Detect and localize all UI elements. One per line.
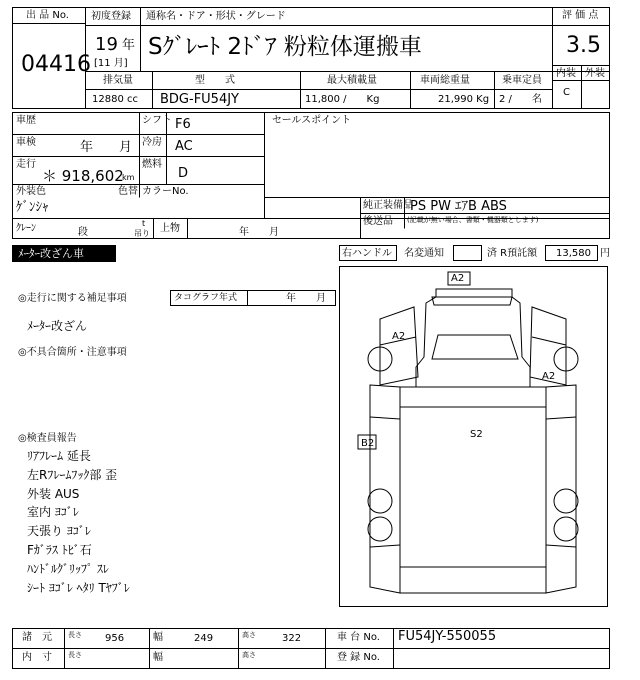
width-value: 249 (194, 633, 214, 644)
color-no-label: カラーNo. (142, 186, 189, 197)
model-code: BDG-FU54JY (160, 92, 240, 107)
width-label: 幅 (153, 632, 163, 643)
max-load: 11,800 / Kg (305, 94, 380, 105)
length-value: 956 (105, 633, 125, 644)
equipment-label: 純正装備品 (363, 200, 413, 211)
displacement-label: 排気量 (103, 75, 133, 86)
first-reg-month: [11 月] (94, 58, 128, 69)
name-change-label: 名変通知 (404, 248, 444, 259)
height-label: 高さ (242, 631, 256, 639)
dims-label: 諸 元 (22, 632, 52, 643)
fuel-value: D (178, 166, 189, 181)
windshield (432, 335, 518, 359)
model-desc: Sｸﾞﾚｰﾄ 2ﾄﾞｱ 粉粒体運搬車 (148, 34, 422, 60)
inspector-item: 天張り ﾖｺﾞﾚ (27, 524, 91, 539)
shift-label: シフト (142, 115, 172, 126)
ac-label: 冷房 (142, 137, 162, 148)
inspector-item: 左Rﾌﾚｰﾑﾌｯｸ部 歪 (27, 467, 118, 482)
sales-point-label: セールスポイント (272, 115, 352, 126)
inner-dims-label: 内 寸 (22, 652, 52, 663)
cab-side-left (380, 307, 418, 385)
cab-roof (432, 297, 512, 305)
inspection-label: 車検 (16, 137, 36, 148)
inspector-item: Fｶﾞﾗｽ ﾄﾋﾞ石 (27, 542, 92, 557)
crane-steps: 段 (78, 227, 88, 238)
wheel-rear-right-2 (554, 517, 578, 541)
inspector-item: ｼｰﾄ ﾖｺﾞﾚ ﾍﾀﾘ Tﾔﾌﾞﾚ (27, 580, 130, 595)
upper-label: 上物 (160, 223, 180, 234)
gross-weight-label: 車両総重量 (420, 75, 470, 86)
equipment-value: PS PW ｴｱB ABS (410, 199, 507, 214)
body-outline (400, 387, 546, 593)
chassis-label: 車 台 No. (337, 632, 380, 643)
mileage-unit: km (122, 173, 135, 182)
yen-unit: 円 (600, 248, 610, 259)
damage-mark-a2-top: A2 (451, 273, 465, 284)
color-code-label: 色替 (118, 186, 138, 197)
color-value: ｹﾞﾝｼｬ (16, 200, 49, 215)
body-side-right (546, 385, 576, 593)
mileage-value: ＊ 918,602 (42, 167, 124, 185)
damage-mark-s2: S2 (470, 429, 483, 440)
history-label: 車歴 (16, 115, 36, 126)
aftermarket-note: (記載が無い場合、書類・機器類とします) (407, 216, 539, 224)
steering-label: 右ハンドル (342, 248, 392, 259)
year-unit: 年 (122, 38, 136, 53)
tacho-label: タコグラフ年式 (174, 293, 238, 303)
grade-score: 3.5 (566, 33, 601, 58)
crane-lift: 吊り (134, 229, 150, 238)
wheel-rear-left-2 (368, 517, 392, 541)
capacity-label: 乗車定員 (502, 75, 542, 86)
upper-date: 年 月 (239, 227, 279, 238)
model-desc-label: 通称名・ドア・形状・グレード (146, 11, 286, 22)
inspector-item: 外装 AUS (27, 486, 80, 501)
color-label: 外装色 (16, 186, 46, 197)
inner-height-label: 高さ (242, 651, 256, 659)
inspector-list (27, 447, 130, 597)
supplement-text: ﾒｰﾀｰ改ざん (27, 319, 88, 333)
defects-title: ◎不具合箇所・注意事項 (18, 347, 127, 358)
height-value: 322 (282, 633, 302, 644)
interior-label: 内装 (556, 68, 576, 79)
inspection-value: 年 月 (80, 140, 133, 155)
lot-no: 04416 (21, 52, 91, 77)
recycle-label: 済 R預託額 (487, 248, 538, 259)
damage-mark-b2: B2 (361, 438, 375, 449)
inner-width-label: 幅 (153, 652, 163, 663)
wheel-rear-right-1 (554, 489, 578, 513)
interior-score: C (563, 87, 570, 98)
first-reg-year: 19 (95, 34, 118, 55)
first-reg-label: 初度登録 (91, 11, 131, 22)
supplement-title: ◎走行に関する補足事項 (18, 293, 127, 304)
crane-label: ｸﾚｰﾝ (16, 223, 36, 234)
grade-label: 評 価 点 (562, 10, 599, 21)
chassis-value: FU54JY-550055 (398, 629, 497, 644)
exterior-label: 外装 (585, 68, 605, 79)
mileage-label: 走行 (16, 159, 36, 170)
aftermarket-label: 後送品 (363, 216, 393, 227)
inspector-item: 室内 ﾖｺﾞﾚ (27, 505, 79, 520)
capacity: 2 / 名 (499, 94, 542, 105)
tamper-badge: ﾒｰﾀｰ改ざん車 (12, 245, 116, 262)
ac-value: AC (175, 139, 193, 154)
model-code-label: 型 式 (195, 75, 235, 86)
reg-label: 登 録 No. (337, 652, 380, 663)
inspector-title: ◎検査員報告 (18, 433, 77, 444)
body-side-left (370, 385, 400, 593)
inner-length-label: 長さ (68, 651, 82, 659)
crane-ton: t (142, 219, 146, 228)
gross-weight: 21,990 Kg (438, 94, 490, 105)
shift-value: F6 (175, 117, 191, 132)
cab-outline (416, 289, 530, 387)
damage-mark-a2-left: A2 (392, 331, 406, 342)
wheel-rear-left-1 (368, 489, 392, 513)
recycle-amount: 13,580 (556, 248, 591, 259)
length-label: 長さ (68, 631, 82, 639)
lot-no-label: 出 品 No. (26, 10, 69, 21)
inspector-item: ﾘｱﾌﾚｰﾑ 延長 (27, 449, 91, 463)
displacement: 12880 cc (92, 94, 138, 105)
damage-mark-a2-right: A2 (542, 371, 556, 382)
inspector-item: ﾊﾝﾄﾞﾙｸﾞﾘｯﾌﾟ ｽﾚ (27, 561, 109, 576)
max-load-label: 最大積載量 (327, 75, 377, 86)
fuel-label: 燃料 (142, 159, 162, 170)
tacho-date: 年 月 (286, 293, 326, 304)
